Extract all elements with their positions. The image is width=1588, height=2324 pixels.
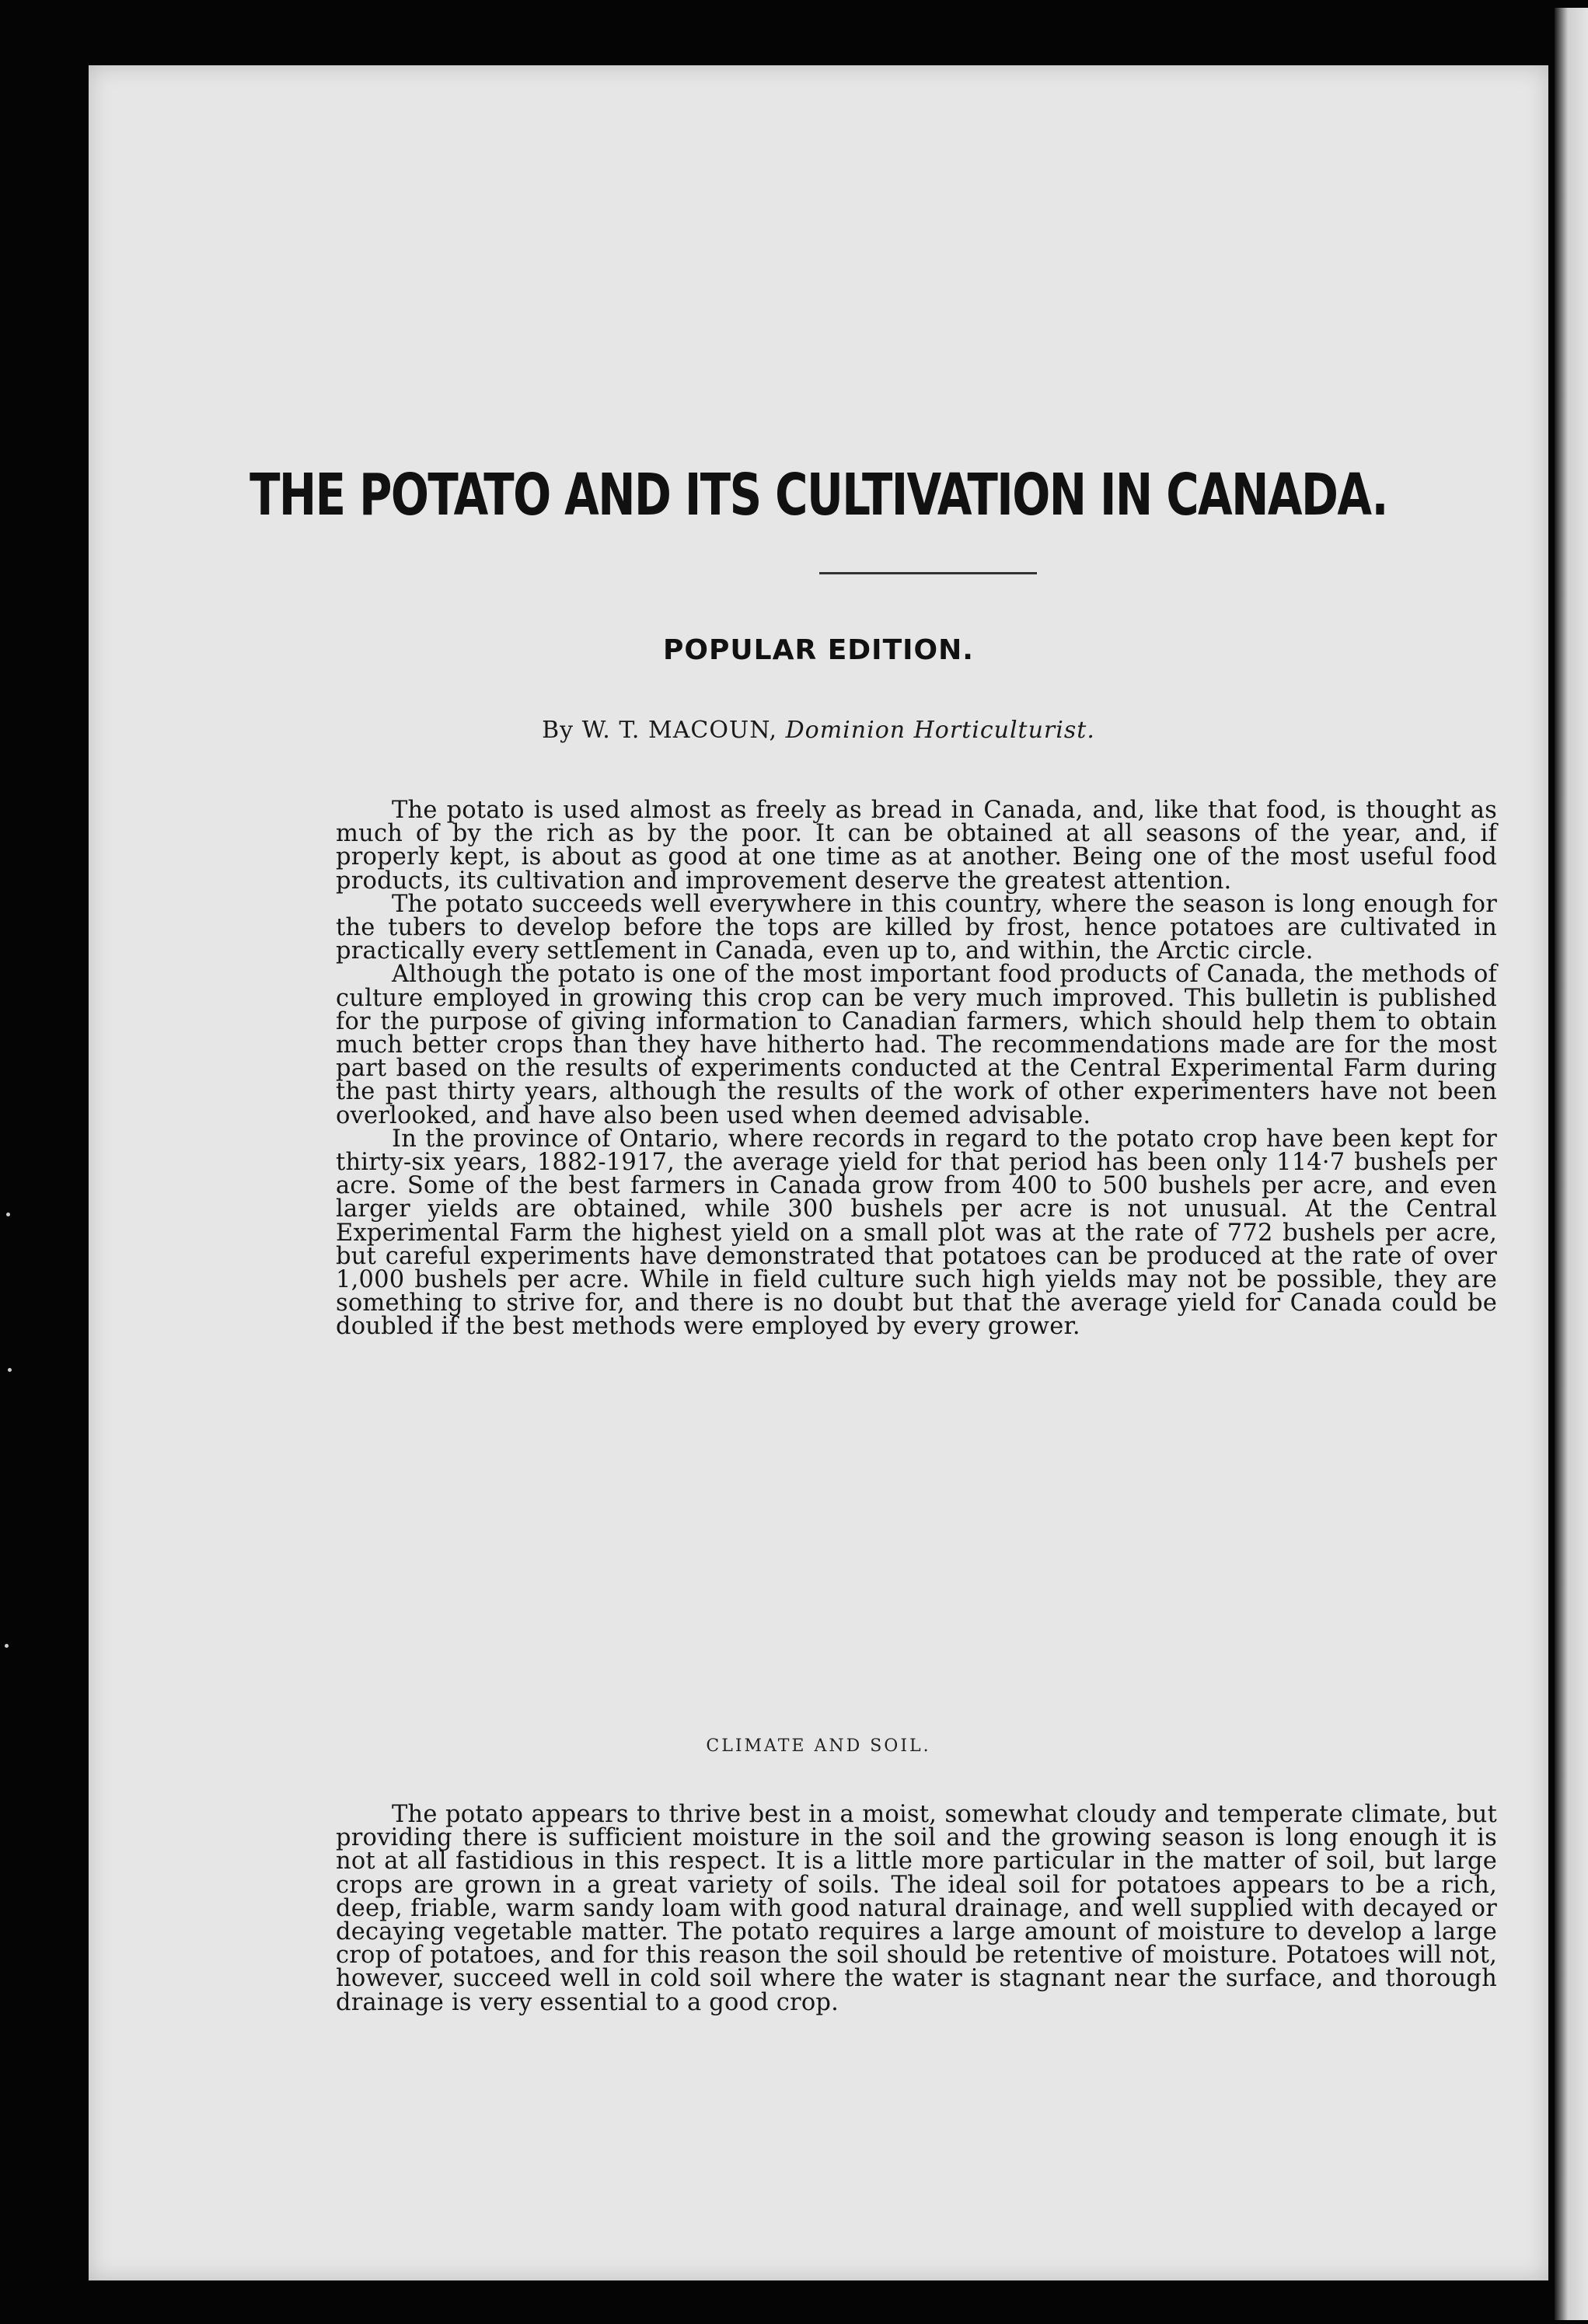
paragraph: In the province of Ontario, where records in regard to the potato crop have been kept for thirty-six years, 1882-1917, the average yield for that period has been only 114·7 bushels per acre. Some of the best farmers in Canada grow from 400 to 500 bushels per acre, and even larger yields are obtained, while 300 bushels per acre is not unusual. At the Central Experimental Farm the highest yield on a small plot was at the rate of 772 bushels per acre, but careful experiments have demonstrated that potatoes can be produced at the rate of over 1,000 bushels per acre. While in field culture such high yields may not be possible, they are something to strive for, and there is no doubt but that the average yield for Canada could be doubled if the best methods were employed by every grower.	[336, 1125, 1497, 1341]
edition-label: POPULAR EDITION.	[663, 634, 974, 666]
section-heading: CLIMATE AND SOIL.	[706, 1736, 931, 1756]
introduction-text	[336, 799, 1497, 1339]
adjacent-page-edge	[1555, 8, 1588, 2320]
byline-role: Dominion Horticulturist.	[785, 717, 1095, 744]
paragraph: Although the potato is one of the most important food products of Canada, the methods of culture employed in growing this crop can be very much improved. This bulletin is published for the purpose of giving information to Canadian farmers, which should help them to obtain much better crops than they have hitherto had. The recommendations made are for the most part based on the results of experiments conducted at the Central Experimental Farm during the past thirty years, although the results of the work of other experimenters have not been overlooked, and have also been used when deemed advisable.	[336, 961, 1497, 1129]
climate-soil-text	[336, 1803, 1497, 2015]
byline-author: By W. T. MACOUN,	[542, 717, 778, 744]
paragraph: The potato succeeds well everywhere in this country, where the season is long enough for the tubers to develop before the tops are killed by frost, hence potatoes are cultivated in practically every settlement in Canada, even up to, and within, the Arctic circle.	[336, 890, 1497, 965]
document-page	[89, 65, 1548, 2280]
paragraph: The potato is used almost as freely as bread in Canada, and, like that food, is thought as much of by the rich as by the poor. It can be obtained at all seasons of the year, and, if properly kept, is about as good at one time as at another. Being one of the most useful food products, its cultivation and improvement deserve the greatest attention.	[336, 797, 1497, 895]
paragraph: The potato appears to thrive best in a moist, somewhat cloudy and temperate climate, but providing there is sufficient moisture in the soil and the growing season is long enough it is not at all fastidious in this respect. It is a little more particular in the matter of soil, but large crops are grown in a great variety of soils. The ideal soil for potatoes appears to be a rich, deep, friable, warm sandy loam with good natural drainage, and well supplied with decayed or decaying vegetable matter. The potato requires a large amount of moisture to develop a large crop of potatoes, and for this reason the soil should be retentive of moisture. Potatoes will not, however, succeed well in cold soil where the water is stagnant near the surface, and thorough drainage is very essential to a good crop.	[336, 1801, 1497, 2016]
document-title: THE POTATO AND ITS CULTIVATION IN CANADA.	[250, 462, 1387, 529]
title-divider	[819, 572, 1037, 574]
author-byline	[89, 717, 1548, 744]
